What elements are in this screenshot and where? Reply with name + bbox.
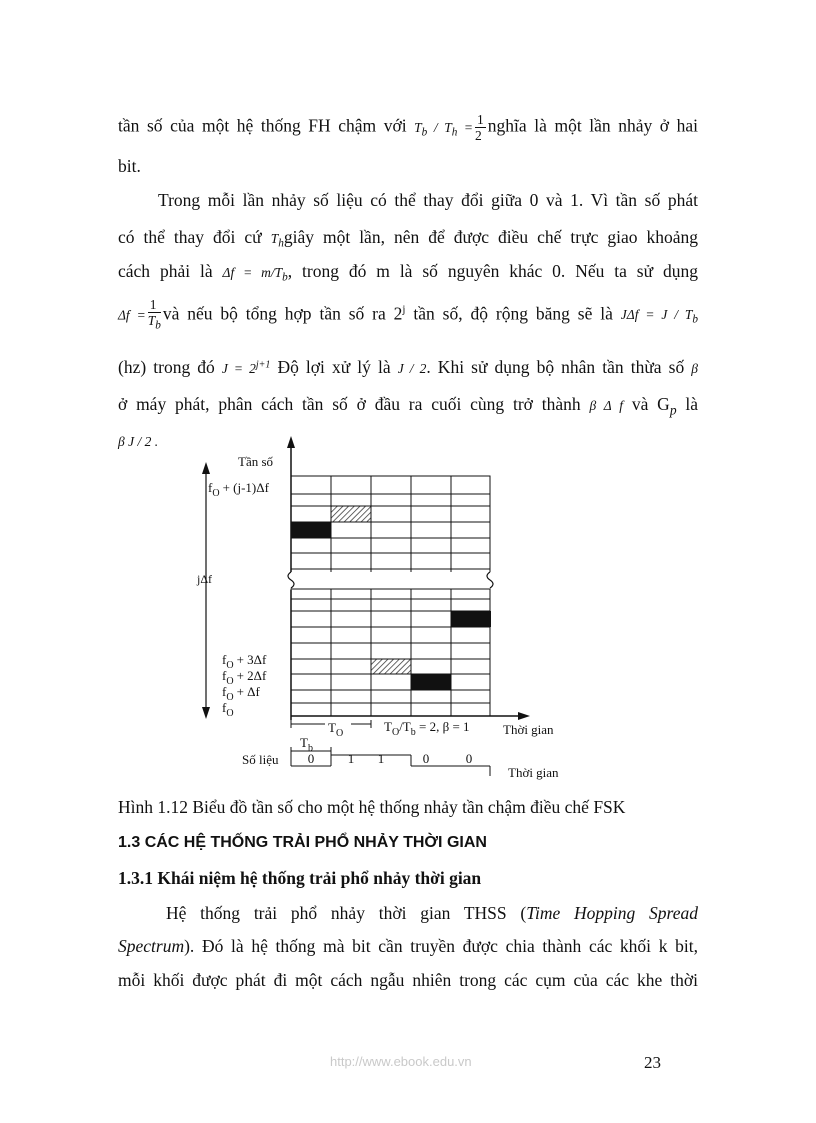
ratio-label: $T_O/T_b = 2$, β = 1 <box>384 719 470 738</box>
freq-label-2: $f_O + 2\Delta f$ <box>222 668 267 687</box>
span-arrow-down-icon <box>202 707 210 719</box>
data-bit: 1 <box>377 751 385 766</box>
data-bit: 0 <box>465 751 473 766</box>
span-arrow-up-icon <box>202 462 210 474</box>
math: β Δ f <box>589 398 623 413</box>
hop-cell-black <box>411 674 451 690</box>
section-heading: 1.3 CÁC HỆ THỐNG TRẢI PHỔ NHẢY THỜI GIAN <box>118 834 487 851</box>
freq-label-0: $f_O$ <box>222 700 234 719</box>
text-span: tần số của một hệ thống FH chậm với <box>118 115 407 136</box>
y-axis-label: Tần số <box>238 454 274 469</box>
math: J / 2 <box>397 361 427 376</box>
tb-label: $T_b$ <box>300 735 313 754</box>
span-label: jΔf <box>197 572 213 586</box>
lower-grid <box>291 589 490 716</box>
text-line: cách phải là $\Delta f = m/T_b$, trong đó m là số nguyên khác 0. Nếu ta sử dụng <box>118 261 699 284</box>
text-line: β J / 2 . <box>118 434 159 449</box>
math: Δf = <box>118 307 146 323</box>
x-axis-label-2: Thời gian <box>508 765 559 780</box>
t0-label: $T_O$ <box>328 720 344 739</box>
hop-cell-hatched <box>371 659 411 674</box>
data-bit: 0 <box>422 751 430 766</box>
y-axis-arrow-icon <box>287 436 295 448</box>
freq-label-3: $f_O + 3\Delta f$ <box>222 652 267 671</box>
text-line: ở máy phát, phân cách tần số ở đầu ra cuối cùng trở thành β Δ f và $G_p$ là <box>118 394 699 418</box>
fraction: $\frac{1}{2}$ <box>475 112 484 143</box>
math: $T_b / T_h$ = <box>414 119 474 139</box>
text-line: Trong mỗi lần nhảy số liệu có thể thay đổi giữa 0 và 1. Vì tần số phát <box>158 190 698 210</box>
text-line: Hệ thống trải phổ nhảy thời gian THSS (Time Hopping Spread <box>166 903 698 923</box>
math: $T_h$ <box>270 231 284 250</box>
freq-label-top: $f_O + (j-1)\Delta f$ <box>208 480 269 499</box>
text-line: bit. <box>118 156 141 176</box>
data-waveform <box>291 755 490 776</box>
x-axis-arrow-icon <box>518 712 530 720</box>
text-span: nghĩa là một lần nhảy ở hai <box>487 115 699 136</box>
hop-cell-black <box>451 611 491 627</box>
text-line: (hz) trong đó $J = 2^{j+1}$ Độ lợi xử lý là J / 2. Khi sử dụng bộ nhân tần thừa số β <box>118 357 699 377</box>
hop-cell-black <box>291 522 331 538</box>
math: $J\Delta f = J / T_b$ <box>620 307 699 327</box>
data-label: Số liệu <box>242 752 279 767</box>
text-line: mỗi khối được phát đi một cách ngẫu nhiên trong các cụm của các khe thời <box>118 970 698 990</box>
data-bit: 1 <box>347 751 355 766</box>
data-bit: 0 <box>307 751 315 766</box>
x-axis-label: Thời gian <box>503 722 554 737</box>
text-line: Spectrum). Đó là hệ thống mà bit cần truyền được chia thành các khối k bit, <box>118 936 698 956</box>
math: $\Delta f = m/T_b$ <box>222 265 288 284</box>
hop-cell-hatched <box>331 506 371 522</box>
fraction: $\frac{1}{T_b}$ <box>147 297 161 332</box>
text-line: có thể thay đổi cứ $T_hgiây$ một lần, nên để được điều chế trực giao khoảng <box>118 227 699 250</box>
figure-caption: Hình 1.12 Biểu đồ tần số cho một hệ thống nhảy tần chậm điều chế FSK <box>118 797 626 817</box>
footer-url: http://www.ebook.edu.vn <box>330 1054 472 1069</box>
page-number: 23 <box>644 1053 661 1072</box>
subsection-heading: 1.3.1 Khái niệm hệ thống trải phổ nhảy thời gian <box>118 868 482 888</box>
freq-label-1: $f_O + \Delta f$ <box>222 684 260 703</box>
math: $J = 2^{j+1}$ <box>221 359 271 376</box>
text-line: Δf = $\frac{1}{T_b}$ và nếu bộ tổng hợp tần số ra 2$^j$ tần số, độ rộng băng sẽ là $J\Delta f = J / T_b$ <box>118 297 699 332</box>
